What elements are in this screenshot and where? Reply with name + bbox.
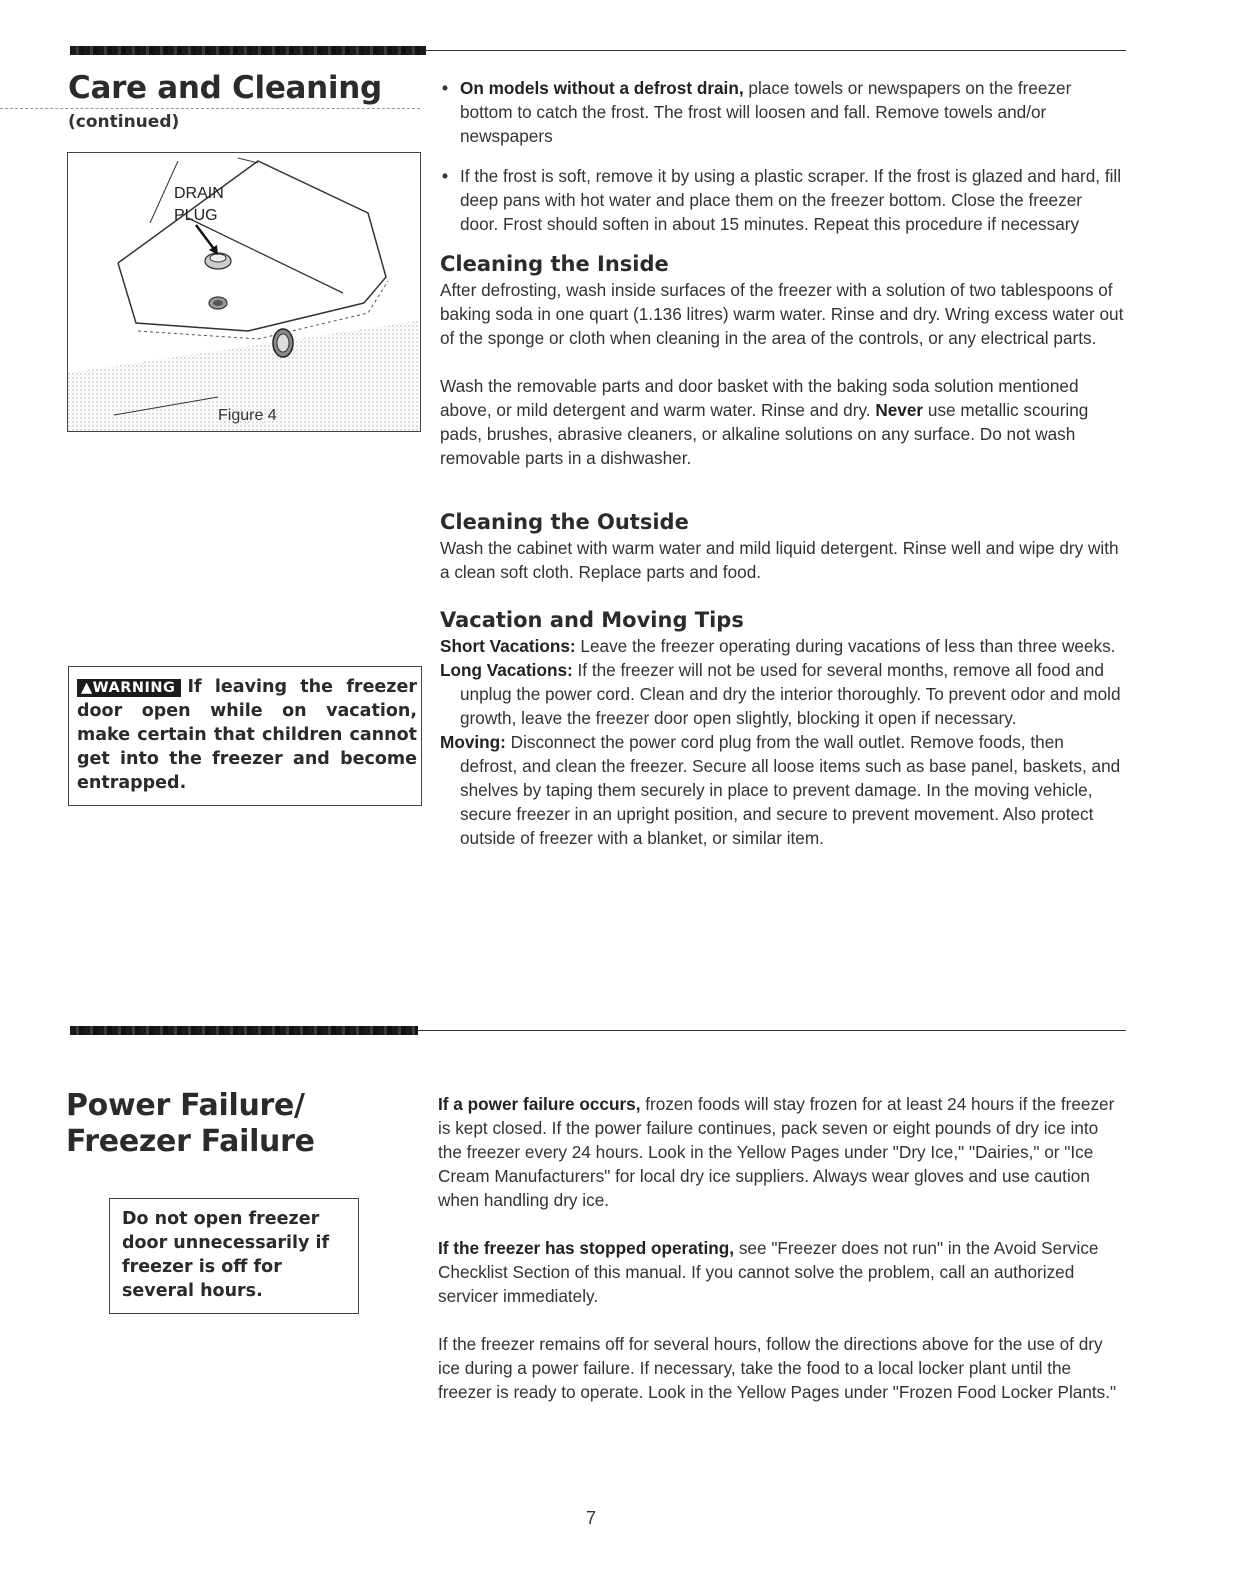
section-rule-thick [70,46,426,55]
power-paragraph-1: If a power failure occurs, frozen foods will stay frozen for at least 24 hours if the freezer is kept closed. If the power failure continues, pack seven or eight pounds of dry ice into the freezer every 24 hours. Look in the Yellow Pages under "Dry Ice," "Dairies," or "Ice Cream Manufacturers" for local dry ice suppliers. Always wear gloves and use caution when handling dry ice. [438,1094,1115,1210]
warning-triangle-icon: ▲ [81,680,93,696]
section-rule-thin-2 [418,1030,1126,1031]
warning-box [68,666,422,806]
figure-label-plug: PLUG [174,207,218,224]
warning-badge: ▲WARNING [77,679,181,697]
vacation-item-long: Long Vacations: If the freezer will not be used for several months, remove all food and unplug the power cord. Clean and dry the interior thoroughly. To prevent odor and mold growth, leave the freezer door open slightly, blocking it open if necessary. [440,660,1121,728]
section-subtitle: (continued) [68,112,180,132]
power-right-column [438,1092,1124,1404]
bullet-defrost-drain: • On models without a defrost drain, place towels or newspapers on the freezer bottom to catch the frost. The frost will loosen and fall. Remove towels and/or newspapers [440,76,1124,148]
vacation-item-moving: Moving: Disconnect the power cord plug from the wall outlet. Remove foods, then defrost, and clean the freezer. Secure all loose items such as base panel, baskets, and shelves by taping them securely in place to prevent damage. In the moving vehicle, secure freezer in an upright position, and secure to prevent movement. Also protect outside of freezer with a blanket, or similar item. [440,732,1121,848]
title-underline [0,108,420,109]
section-rule-thick-2 [70,1026,418,1035]
power-paragraph-3: If the freezer remains off for several hours, follow the directions above for the use of dry ice during a power failure. If necessary, take the food to a local locker plant until the freezer is ready to operate. Look in the Yellow Pages under "Frozen Food Locker Plants." [438,1334,1117,1402]
care-right-column [440,76,1124,850]
page-number: 7 [586,1508,597,1528]
figure-drain-plug [67,152,421,432]
power-title-line-2: Freezer Failure [66,1124,315,1159]
vacation-item-short: Short Vacations: Leave the freezer operating during vacations of less than three weeks. [440,636,1116,656]
figure-label-drain: DRAIN [174,185,224,202]
section-rule-thin [426,50,1126,51]
freezer-bottom-illustration [68,153,420,431]
heading-cleaning-outside: Cleaning the Outside [440,510,689,534]
heading-cleaning-inside: Cleaning the Inside [440,252,669,276]
outside-paragraph-1: Wash the cabinet with warm water and mild liquid detergent. Rinse well and wipe dry with a clean soft cloth. Replace parts and food. [440,538,1119,582]
power-note-box: Do not open freezer door unnecessarily if freezer is off for several hours. [109,1198,359,1314]
section-title: Care and Cleaning [68,70,382,106]
warning-text: If leaving the freezer door open while on vacation, make certain that children cannot get into the freezer and become entrapped. [77,677,417,793]
inside-paragraph-2: Wash the removable parts and door basket with the baking soda solution mentioned above, or mild detergent and warm water. Rinse and dry. Never use metallic scouring pads, brushes, abrasive cleaners, or alkaline solutions on any surface. Do not wash removable parts in a dishwasher. [440,376,1089,468]
power-paragraph-2: If the freezer has stopped operating, see "Freezer does not run" in the Avoid Service Checklist Section of this manual. If you cannot solve the problem, call an authorized servicer immediately. [438,1238,1099,1306]
inside-paragraph-1: After defrosting, wash inside surfaces of the freezer with a solution of two tablespoons of baking soda in one quart (1.136 litres) warm water. Rinse and dry. Wring excess water out of the sponge or cloth when cleaning in the area of the controls, or any electrical parts. [440,280,1124,348]
bullet-soft-frost: • If the frost is soft, remove it by using a plastic scraper. If the frost is glazed and hard, fill deep pans with hot water and place them on the freezer bottom. Close the freezer door. Frost should soften in about 15 minutes. Repeat this procedure if necessary [440,164,1124,236]
heading-vacation-moving: Vacation and Moving Tips [440,608,744,632]
power-title-line-1: Power Failure/ [66,1088,305,1123]
figure-caption: Figure 4 [218,407,277,424]
